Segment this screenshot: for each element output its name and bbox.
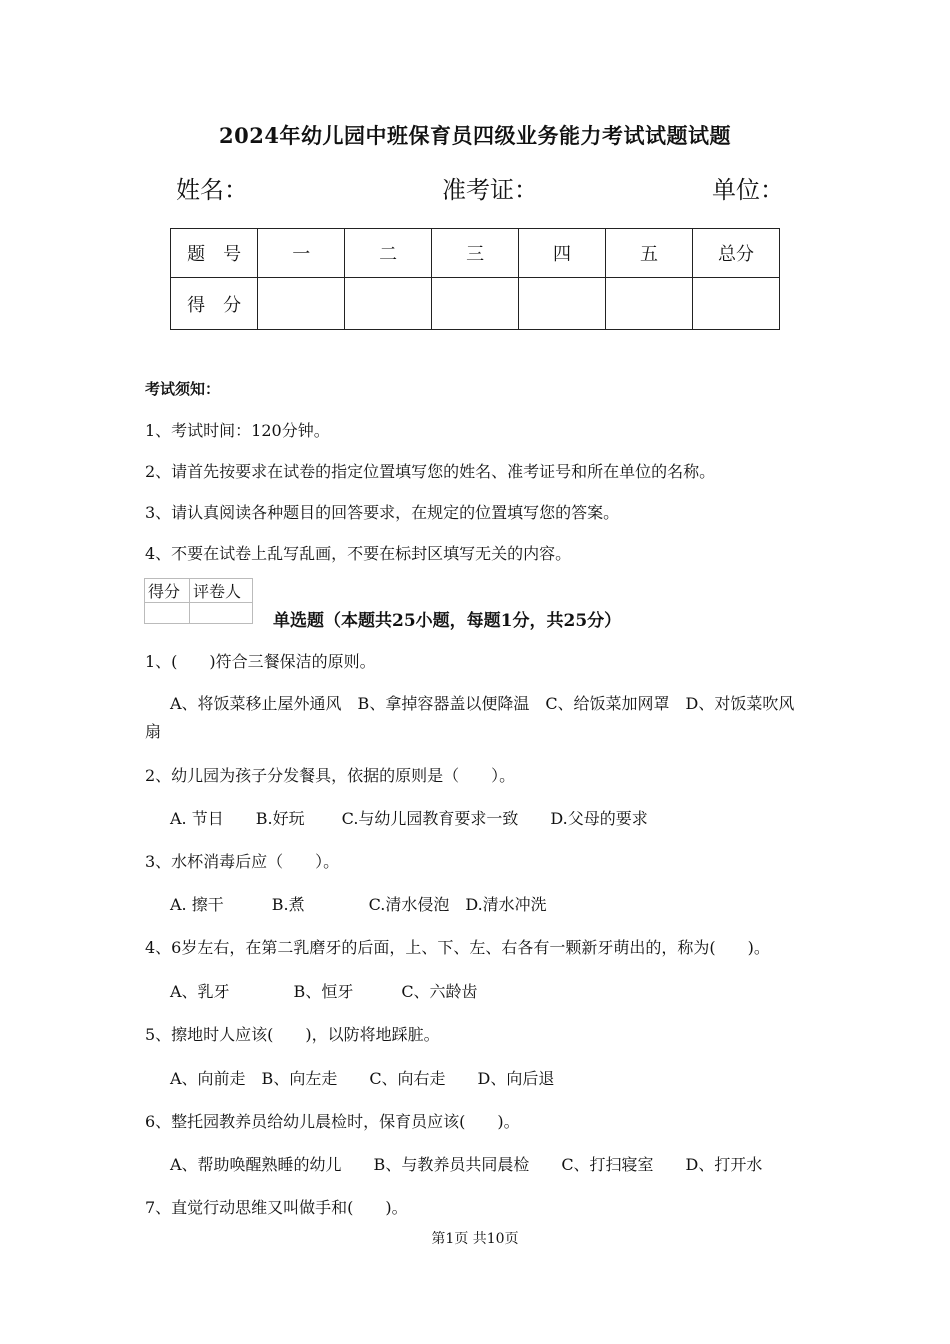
question-options: A、向前走 B、向左走 C、向右走 D、向后退: [170, 1069, 555, 1088]
question-stem: 3、水杯消毒后应（ ）。: [145, 852, 340, 871]
question-stem: 5、擦地时人应该( )，以防将地踩脏。: [145, 1025, 440, 1044]
notice-heading: 考试须知：: [145, 380, 221, 398]
notice-item: 2、请首先按要求在试卷的指定位置填写您的姓名、准考证号和所在单位的名称。: [145, 462, 716, 481]
score-table-header-row: [171, 229, 780, 278]
score-table: [170, 228, 780, 330]
question-options: A、将饭菜移止屋外通风 B、拿掉容器盖以便降温 C、给饭菜加网罩 D、对饭菜吹风: [170, 694, 795, 713]
score-row-label: 得 分: [171, 278, 258, 330]
score-cell-4[interactable]: [519, 278, 606, 330]
question-options: A. 节日 B.好玩 C.与幼儿园教育要求一致 D.父母的要求: [170, 809, 648, 828]
header-cell-3: 三: [432, 229, 519, 278]
question-stem: 4、6岁左右，在第二乳磨牙的后面，上、下、左、右各有一颗新牙萌出的，称为( )。: [145, 938, 770, 957]
score-cell-total[interactable]: [692, 278, 779, 330]
name-field-label: 姓名：: [176, 176, 248, 204]
header-cell-1: 一: [258, 229, 345, 278]
question-stem: 6、整托园教养员给幼儿晨检时，保育员应该( )。: [145, 1112, 520, 1131]
header-cell-question-no: 题 号: [171, 229, 258, 278]
unit-field-label: 单位：: [712, 176, 784, 204]
question-stem: 2、幼儿园为孩子分发餐具，依据的原则是（ ）。: [145, 766, 516, 785]
question-stem: 1、( )符合三餐保洁的原则。: [145, 652, 376, 671]
section-title: 单选题（本题共25小题，每题1分，共25分）: [273, 611, 622, 631]
grader-name-label: 评卷人: [190, 579, 253, 603]
header-cell-4: 四: [519, 229, 606, 278]
header-cell-2: 二: [345, 229, 432, 278]
score-cell-2[interactable]: [345, 278, 432, 330]
notice-item: 1、考试时间：120分钟。: [145, 421, 330, 440]
header-cell-5: 五: [606, 229, 693, 278]
question-options: A、乳牙 B、恒牙 C、六龄齿: [170, 982, 478, 1001]
page-footer: 第1页 共10页: [431, 1231, 519, 1247]
header-cell-total: 总分: [692, 229, 779, 278]
grader-score-label: 得分: [145, 579, 190, 603]
page-title: 2024年幼儿园中班保育员四级业务能力考试试题试题: [219, 123, 731, 148]
exam-number-field-label: 准考证：: [442, 176, 538, 204]
grader-box: [144, 578, 253, 624]
score-cell-5[interactable]: [606, 278, 693, 330]
question-options-wrap: 扇: [145, 722, 162, 741]
grader-score-cell[interactable]: [145, 603, 190, 624]
notice-item: 3、请认真阅读各种题目的回答要求，在规定的位置填写您的答案。: [145, 503, 620, 522]
score-cell-1[interactable]: [258, 278, 345, 330]
grader-name-cell[interactable]: [190, 603, 253, 624]
score-cell-3[interactable]: [432, 278, 519, 330]
score-table-score-row: [171, 278, 780, 330]
question-stem: 7、直觉行动思维又叫做手和( )。: [145, 1198, 408, 1217]
question-options: A、帮助唤醒熟睡的幼儿 B、与教养员共同晨检 C、打扫寝室 D、打开水: [170, 1155, 763, 1174]
notice-item: 4、不要在试卷上乱写乱画，不要在标封区填写无关的内容。: [145, 544, 572, 563]
question-options: A. 擦干 B.煮 C.清水侵泡 D.清水冲洗: [170, 895, 547, 914]
